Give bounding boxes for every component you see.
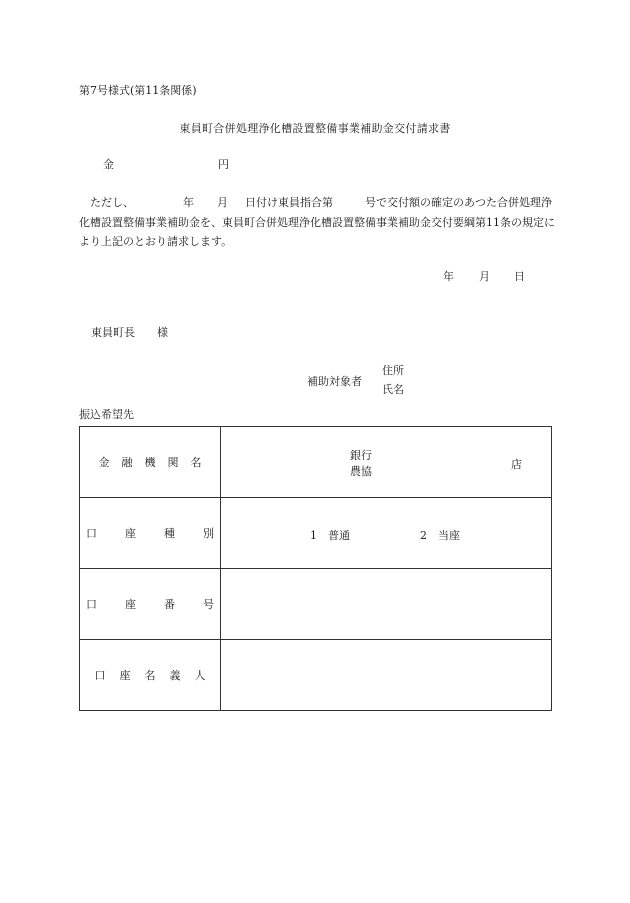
document-title: 東員町合併処理浄化槽設置整備事業補助金交付請求書 <box>179 122 451 135</box>
request-date <box>443 268 525 284</box>
financial-institution-field[interactable] <box>221 427 552 498</box>
amount-row <box>103 156 229 172</box>
table-row <box>80 569 552 640</box>
body-part3: 号で交付額の確定のあつた合併処理浄化槽設置整備事業補助金を、東員町合併処理浄化槽設置整備事業補助金交付要綱第11条の規定により上記のとおり請求します。 <box>79 196 555 248</box>
label-char: 座 <box>125 598 136 611</box>
label-char: 座 <box>119 669 131 682</box>
label-char: 名 <box>190 456 202 469</box>
addressee <box>91 324 168 340</box>
bank-account-table <box>79 426 552 711</box>
table-row <box>80 427 552 498</box>
label-char: 口 <box>86 598 97 611</box>
label-char: 人 <box>194 669 206 682</box>
account-number-field[interactable] <box>221 569 552 640</box>
table-row <box>80 640 552 711</box>
label-char: 号 <box>203 598 214 611</box>
label-char: 金 <box>98 456 110 469</box>
bank-text: 銀行 <box>350 449 372 462</box>
label-char: 座 <box>125 527 136 540</box>
label-char: 種 <box>164 527 175 540</box>
label-char: 名 <box>144 669 156 682</box>
body-part2: 日付け東員指合第 <box>245 196 333 209</box>
label-char: 関 <box>167 456 179 469</box>
account-type-field[interactable] <box>221 498 552 569</box>
body-month: 月 <box>217 196 228 209</box>
label-char: 義 <box>169 669 181 682</box>
financial-institution-label <box>80 427 221 498</box>
date-month: 月 <box>479 270 490 283</box>
body-part1: ただし、 <box>90 196 134 209</box>
account-holder-label <box>80 640 221 711</box>
applicant-address-label: 住所 <box>382 364 404 377</box>
label-char: 口 <box>86 527 97 540</box>
transfer-destination-label: 振込希望先 <box>79 408 134 421</box>
date-year: 年 <box>443 270 454 283</box>
body-year: 年 <box>183 196 194 209</box>
label-char: 融 <box>121 456 133 469</box>
addressee-name: 東員町長 <box>91 326 135 339</box>
table-row <box>80 498 552 569</box>
request-body <box>79 193 557 252</box>
account-type-label <box>80 498 221 569</box>
branch-text: 店 <box>511 458 522 471</box>
label-char: 機 <box>144 456 156 469</box>
amount-prefix: 金 <box>103 158 114 171</box>
applicant-name-label: 氏名 <box>382 383 404 396</box>
amount-yen: 円 <box>218 158 229 171</box>
agri-coop-text: 農協 <box>350 465 372 478</box>
option-current[interactable]: 2 当座 <box>420 529 460 542</box>
form-number: 第7号様式(第11条関係) <box>79 84 197 97</box>
date-day: 日 <box>514 270 525 283</box>
addressee-honorific: 様 <box>157 326 168 339</box>
label-char: 口 <box>94 669 106 682</box>
account-number-label <box>80 569 221 640</box>
label-char: 番 <box>164 598 175 611</box>
account-holder-field[interactable] <box>221 640 552 711</box>
applicant-label: 補助対象者 <box>307 375 362 388</box>
label-char: 別 <box>203 527 214 540</box>
option-ordinary[interactable]: 1 普通 <box>310 529 350 542</box>
